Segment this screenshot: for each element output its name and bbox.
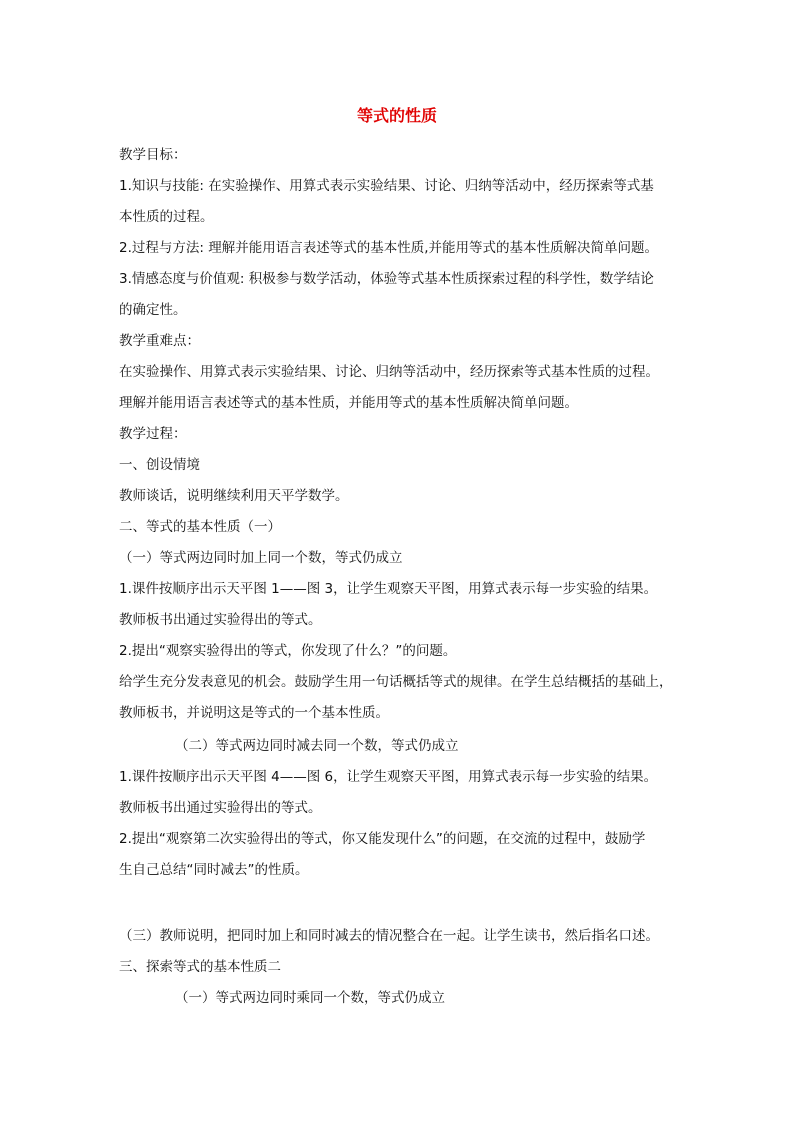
subsection-heading: （二）等式两边同时减去同一个数，等式仍成立 — [175, 738, 459, 754]
subsection-heading: （一）等式两边同时加上同一个数，等式仍成立 — [119, 550, 403, 566]
section-heading: 教学过程： — [119, 426, 187, 442]
text-line: 教师板书，并说明这是等式的一个基本性质。 — [119, 705, 389, 721]
text-line: 给学生充分发表意见的机会。鼓励学生用一句话概括等式的规律。在学生总结概括的基础上， — [119, 674, 673, 690]
subsection-heading: （三）教师说明，把同时加上和同时减去的情况整合在一起。让学生读书，然后指名口述。 — [119, 928, 659, 944]
text-line: 教师板书出通过实验得出的等式。 — [119, 612, 322, 628]
subsection-heading: （一）等式两边同时乘同一个数，等式仍成立 — [175, 990, 445, 1006]
text-line: 理解并能用语言表述等式的基本性质，并能用等式的基本性质解决简单问题。 — [119, 395, 578, 411]
section-heading: 一、创设情境 — [119, 457, 200, 473]
text-line: 的确定性。 — [119, 302, 187, 318]
text-line: 教师板书出通过实验得出的等式。 — [119, 800, 322, 816]
text-line: 本性质的过程。 — [119, 209, 214, 225]
text-line: 教学目标： — [119, 147, 187, 163]
text-line: 教师谈话，说明继续利用天平学数学。 — [119, 488, 349, 504]
text-line: 1.课件按顺序出示天平图 1——图 3，让学生观察天平图，用算式表示每一步实验的结果。 — [119, 581, 658, 597]
text-line: 2.过程与方法: 理解并能用语言表述等式的基本性质,并能用等式的基本性质解决简单问题。 — [119, 240, 659, 256]
text-line: 在实验操作、用算式表示实验结果、讨论、归纳等活动中，经历探索等式基本性质的过程。 — [119, 364, 659, 380]
section-heading: 三、探索等式的基本性质二 — [119, 959, 281, 975]
text-line: 生自己总结“同时减去”的性质。 — [119, 862, 309, 878]
text-line: 1.知识与技能: 在实验操作、用算式表示实验结果、讨论、归纳等活动中，经历探索等式基 — [119, 178, 654, 194]
section-heading: 二、等式的基本性质（一） — [119, 519, 281, 535]
document-title: 等式的性质 — [356, 106, 437, 125]
text-line: 3.情感态度与价值观: 积极参与数学活动，体验等式基本性质探索过程的科学性，数学结论 — [119, 271, 654, 287]
text-line: 2.提出“观察实验得出的等式，你发现了什么？”的问题。 — [119, 643, 457, 659]
section-heading: 教学重难点： — [119, 333, 200, 349]
text-line: 2.提出“观察第二次实验得出的等式，你又能发现什么”的问题，在交流的过程中，鼓励学 — [119, 831, 646, 847]
text-line: 1.课件按顺序出示天平图 4——图 6，让学生观察天平图，用算式表示每一步实验的结果。 — [119, 769, 658, 785]
